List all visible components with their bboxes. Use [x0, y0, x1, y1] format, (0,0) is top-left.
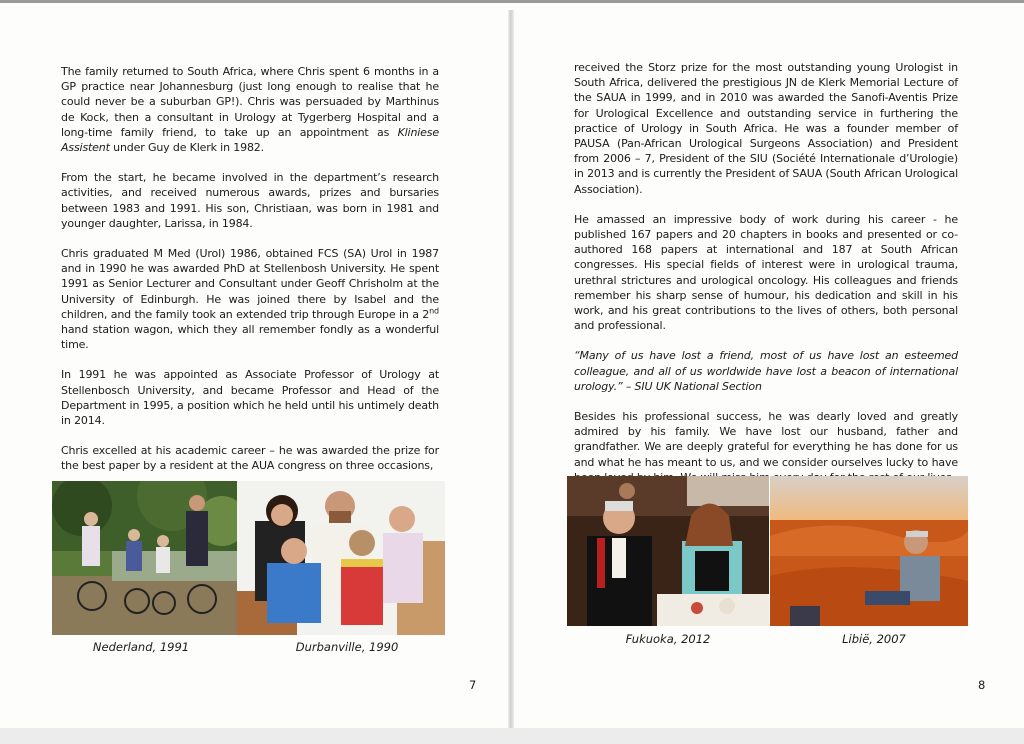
right-text-column [574, 60, 958, 500]
page-right [514, 0, 1024, 728]
left-paragraph-1: The family returned to South Africa, where Chris spent 6 months in a GP practice near Johannesburg (just long enough to realise that he could never be a suburban GP!). Chris was persuaded by Marthinus de Kock, then a consultant in Urology at Tygerberg Hospital and a long-time family friend, to take up an appointment as Kliniese Assistent under Guy de Klerk in 1982. [61, 65, 439, 155]
caption-durbanville: Durbanville, 1990 [295, 640, 399, 654]
left-text-column [61, 64, 439, 489]
left-paragraph-3: Chris graduated M Med (Urol) 1986, obtained FCS (SA) Urol in 1987 and in 1990 he was awarded PhD at Stellenbosh University. He spent 1991 as Senior Lecturer and Consultant under Geoff Chrisholm at the University of Edinburgh. He was joined there by Isabel and the children, and the family took an extended trip through Europe in a 2nd hand station wagon, which they all remember fondly as a wonderful time. [61, 247, 439, 352]
photo-fukuoka-dinner [567, 476, 769, 626]
caption-nederland: Nederland, 1991 [92, 640, 190, 654]
ordinal-suffix: nd [429, 306, 439, 316]
left-paragraph-2: From the start, he became involved in the department’s research activities, and received numerous awards, prizes and bursaries between 1983 and 1991. His son, Christiaan, was born in 1981 and younger daughter, Larissa, in 1984. [61, 171, 439, 230]
left-paragraph-4: In 1991 he was appointed as Associate Professor of Urology at Stellenbosch University, and became Professor and Head of the Department in 1995, a position which he held until his untimely death in 2014. [61, 368, 439, 428]
page-number-right: 8 [978, 678, 986, 692]
photo-nederland-bicycles [52, 481, 237, 635]
scan-bottom-edge [0, 728, 1024, 744]
page-left [0, 0, 508, 728]
photo-durbanville-family [237, 481, 445, 635]
right-paragraph-2: He amassed an impressive body of work during his career - he published 167 papers and 20 chapters in books and presented or co-authored 168 papers at international and 187 at South African congresses. His special fields of interest were in urological trauma, urethral strictures and urological oncology. His colleagues and friends remember his sharp sense of humour, his dedication and skill in his work, and his great contributions to the lives of others, both personal and professional. [574, 212, 958, 333]
siu-quote: “Many of us have lost a friend, most of us have lost an esteemed colleague, and all of us worldwide have lost a beacon of international urology.” – SIU UK National Section [574, 349, 958, 393]
caption-fukuoka: Fukuoka, 2012 [625, 632, 711, 646]
right-paragraph-1: received the Storz prize for the most outstanding young Urologist in South Africa, delivered the prestigious JN de Klerk Memorial Lecture of the SAUA in 1999, and in 2010 was awarded the Sanofi-Aventis Prize for Urological Excellence and outstanding service in furthering the practice of Urology in South Africa. He was a founder member of PAUSA (Pan-African Urological Surgeons Association) and President from 2006 – 7, President of the SIU (Société Internationale d’Urologie) in 2013 and is currently the President of SAUA (South African Urological Association). [574, 61, 959, 196]
photo-libie-desert [770, 476, 968, 626]
italic-title: Kliniese Assistent [61, 125, 439, 155]
left-paragraph-5: Chris excelled at his academic career – he was awarded the prize for the best paper by a resident at the AUA congress on three occasions, [61, 444, 439, 473]
page-number-left: 7 [469, 678, 477, 692]
caption-libie: Libië, 2007 [842, 632, 906, 646]
right-paragraph-3: Besides his professional success, he was dearly loved and greatly admired by his family. We have lost our husband, father and grandfather. We are deeply grateful for everything he has done for us and what he has meant to us, and we consider ourselves lucky to have [574, 410, 958, 469]
